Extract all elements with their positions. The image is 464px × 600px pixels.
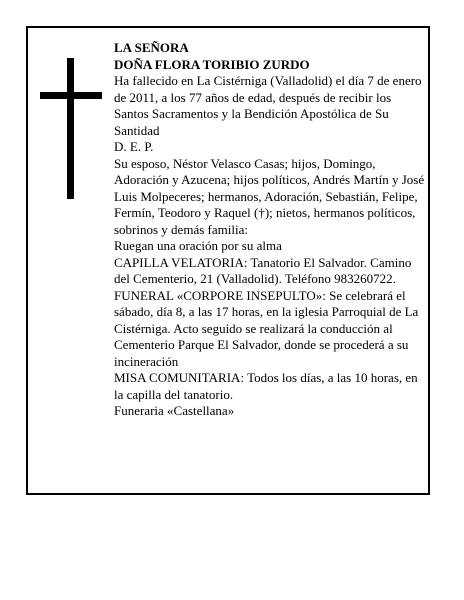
death-announcement: Ha fallecido en La Cistérniga (Valladolid) el día 7 de enero de 2011, a los 77 años de edad, después de recibir los Santos Sacramentos y la Bendición Apostólica de Su Santidad	[114, 73, 422, 138]
prayer-request: Ruegan una oración por su alma	[114, 238, 282, 253]
obituary-notice	[26, 26, 430, 495]
cross-vertical-bar	[67, 58, 74, 199]
cross-horizontal-bar	[40, 92, 102, 99]
chapel-info: CAPILLA VELATORIA: Tanatorio El Salvador. Camino del Cementerio, 21 (Valladolid). Teléfono 983260722.	[114, 254, 412, 286]
rip-line: D. E. P.	[114, 139, 154, 154]
deceased-name: DOÑA FLORA TORIBIO ZURDO	[114, 56, 310, 72]
funeral-home: Funeraria «Castellana»	[114, 403, 235, 418]
funeral-info: FUNERAL «CORPORE INSEPULTO»: Se celebrará el sábado, día 8, a las 17 horas, en la iglesia Parroquial de La Cistérniga. Acto seguido se realizará la conducción al Cementerio Parque El Salvador, donde se procederá a su incineración	[114, 287, 419, 369]
mass-info: MISA COMUNITARIA: Todos los días, a las 10 horas, en la capilla del tanatorio.	[114, 370, 418, 402]
notice-heading: LA SEÑORA	[114, 40, 189, 55]
cross-icon	[40, 58, 102, 199]
family-list: Su esposo, Néstor Velasco Casas; hijos, Domingo, Adoración y Azucena; hijos políticos, Andrés Martín y José Luis Molpeceres; hermanos, Adoración, Sebastián, Felipe, Fermín, Teodoro y Raquel (†); nietos, hermanos políticos, sobrinos y demás familia:	[114, 155, 425, 237]
notice-content	[114, 40, 426, 420]
